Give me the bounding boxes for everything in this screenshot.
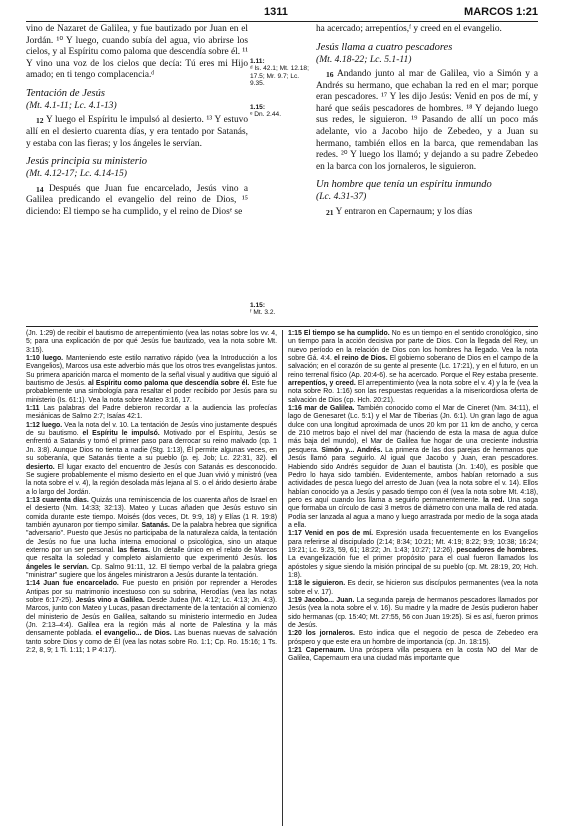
notes-rule — [26, 326, 538, 327]
note-ref: al Espíritu como paloma que descendía sobre él. — [88, 380, 250, 388]
header-rule — [26, 21, 538, 22]
note-ref: los ángeles le servían. — [26, 555, 278, 571]
verse-12-13 — [26, 115, 248, 150]
note-ref: 1:15 El tiempo se ha cumplido. — [288, 330, 390, 337]
cross-ref-text: ᶠ Mt. 3.2. — [250, 309, 276, 317]
note-1-10 — [26, 355, 277, 405]
cross-ref-1-15a — [250, 104, 314, 119]
note-1-19 — [288, 597, 538, 630]
note-ref: 1:19 Jacobo... Juan. — [288, 597, 355, 604]
cross-ref-label: 1.11: — [250, 58, 265, 65]
section-refs-espiritu: (Lc. 4.31-37) — [316, 191, 367, 203]
note-ref: pescadores de hombres. — [456, 546, 538, 554]
note-1-11 — [26, 405, 277, 422]
note-text: Un detalle único en el relato de Marcos que resalta la soledad y completo aislamiento que experimentó Jesús. — [26, 546, 278, 563]
verse-number: 12 — [36, 116, 44, 126]
verse-text: Y entraron en Capernaum; y los días — [335, 206, 473, 217]
note-text: No es un tiempo en el sentido cronológico, sino un tiempo para la acción decisiva por parte de Dios. Con la llegada del Rey, un nuevo período en la relación de Dios con los hombres ha llegado. Vea la nota sobre Gá. 4:4. — [288, 330, 538, 363]
study-notes-left-column — [26, 330, 277, 655]
note-1-21 — [288, 647, 538, 664]
note-text: Desde Judea (Mt. 4:12; Lc. 4:13; Jn. 4:3). Marcos, junto con Mateo y Lucas, pasan directamente de la tentación al comienzo del ministerio de Jesús en Galilea, saltando su ministerio intermedio en Judea (Jn. 2:13–4:4). Galilea era la región más al norte de Palestina y la más densamente poblada. — [26, 597, 278, 638]
note-ref: 1:12 luego. — [26, 421, 63, 429]
cross-ref-1-15b — [250, 302, 314, 317]
note-ref: el desierto. — [26, 455, 277, 471]
note-text: Cp. Salmo 91:11, 12. El tiempo verbal de la palabra griega "ministrar" sugiere que los ángeles ministraron a Jesús durante la tentación. — [26, 563, 277, 579]
note-ref: 1:14 Juan fue encarcelado. — [26, 580, 119, 588]
cross-ref-label: 1.15: — [250, 104, 266, 111]
note-text: La evangelización fue el primer propósito para el cual fueron llamados los apóstoles y sigue siendo la misión principal de su pueblo (cp. Mt. 28:19, 20; Hch. 1:8). — [288, 555, 538, 579]
note-ref: 1:13 cuarenta días. — [26, 496, 89, 504]
note-ref: Jesús vino a Galilea. — [75, 597, 145, 604]
note-continuation: (Jn. 1:29) de recibir el bautismo de arrepentimiento (vea las notas sobre los vv. 4, 5; para una explicación de por qué Jesús fue bautizado, vea la nota sobre Mt. 3:15). — [26, 330, 277, 354]
note-text: Esto indica que el negocio de pesca de Zebedeo era próspero y que este era un hombre de importancia (cp. Jn. 18:15). — [288, 630, 538, 646]
note-text: El gobierno soberano de Dios en el campo de la salvación; en el corazón de su gente al presente (Lc. 17:21), y en el futuro, en un reino terrenal físico (Ap. 20:4-6). se ha acercado. Porque el Rey estaba presente. — [288, 355, 539, 379]
section-heading-ministerio: Jesús principia su ministerio — [26, 156, 148, 168]
note-text: Motivado por el Espíritu, Jesús se enfrentó a Satanás y tomó el primer paso para derrocar su reino malvado (cp. 1 Jn. 3:8). Aunque Dios no tienta a nadie (Stg. 1:13), Él permite algunas veces, en su soberanía, que Satanás tiente a su pueblo (p. ej. Job; Lc. 22:31, 32). — [26, 430, 277, 463]
note-ref: el evangelio... de Dios. — [95, 630, 172, 638]
note-text: Una soga que formaba un círculo de casi 3 metros de diámetro con una malla de red atada. Podía ser lanzada al agua a mano y luego arrastrada por medio de la soga atada a ella. — [288, 496, 539, 529]
note-text: También conocido como el Mar de Cineret (Nm. 34:11), el lago de Genesaret (Lc. 5:1) y el Mar de Tiberias (Jn. 6:1). Un gran lago de agua dulce con una longitud aproximada de unos 20 km por 11 km de ancho, y cerca de 210 metros bajo el nivel del mar (haciendo de esta la masa de agua dulce más baja del mundo), el Mar de Galilea fue hogar de una creciente industria pesquera. — [288, 405, 539, 454]
note-ref: 1:18 le siguieron. — [288, 580, 346, 588]
page-header — [26, 6, 538, 22]
study-notes-right-column — [288, 330, 538, 664]
verse-9-11: vino de Nazaret de Galilea, y fue bautizado por Juan en el Jordán. ¹⁰ Y luego, cuando subía del agua, vio abrirse los cielos, y al Espíritu como paloma que descendía sobre él. ¹¹ Y vino una voz de los cielos que decía: Tú eres mi Hijo amado; en ti tengo complacencia.ᵈ — [26, 24, 249, 81]
verse-14-15 — [26, 184, 248, 219]
note-text: Una próspera villa pesquera en la costa NO del Mar de Galilea, Capernaum era una ciudad más importante que — [288, 647, 538, 663]
section-heading-espiritu: Un hombre que tenía un espíritu inmundo — [316, 179, 492, 191]
cross-ref-1-11 — [250, 58, 314, 88]
note-text: Fue puesto en prisión por reprender a Herodes Antipas por su matrimonio incestuoso con su sobrina, Herodías (vea las notas sobre 6:17-25). — [26, 580, 278, 604]
note-text: Es decir, se hicieron sus discípulos permanentes (vea la nota sobre el v. 17). — [288, 580, 538, 596]
verse-text: Y luego el Espíritu le impulsó al desierto. ¹³ Y estuvo allí en el desierto cuarenta días, y era tentado por Satanás, y estaba con las fieras; y los ángeles le servían. — [26, 115, 248, 149]
running-head: MARCOS 1:21 — [464, 6, 538, 18]
section-heading-pescadores: Jesús llama a cuatro pescadores — [316, 41, 453, 53]
note-1-18 — [288, 580, 538, 597]
note-ref: 1:16 mar de Galilea. — [288, 405, 355, 413]
note-text: La segunda pareja de hermanos pescadores llamados por Jesús (vea la nota sobre el v. 16). Su madre y la madre de Jesús pudieron haber sido hermanas (cp. 15:40; Mt. 27:55, 56 con Juan 19:25). Si es así, fueron primos de Jesús. — [288, 597, 539, 630]
note-ref: arrepentíos, y creed. — [288, 380, 356, 388]
note-text: Este fue probablemente una simbología para resaltar el poder recibido por Jesús para su ministerio (Is. 61:1). Vea la nota sobre Mateo 3:16, 17. — [26, 380, 277, 404]
note-1-16 — [288, 405, 538, 530]
note-ref: la red. — [483, 496, 505, 504]
verse-16-20 — [316, 69, 538, 173]
note-ref: el reino de Dios. — [334, 355, 388, 363]
section-refs-tentacion: (Mt. 4.1-11; Lc. 4.1-13) — [26, 99, 117, 111]
note-1-17 — [288, 530, 538, 580]
section-refs-ministerio: (Mt. 4.12-17; Lc. 4.14-15) — [26, 168, 127, 180]
verse-21 — [316, 207, 538, 219]
note-1-12 — [26, 422, 277, 497]
note-ref: Satanás. — [141, 521, 170, 529]
cross-ref-text: ᵉ Dn. 2.44. — [250, 111, 282, 119]
section-heading-tentacion: Tentación de Jesús — [26, 87, 105, 99]
note-text: Expresión usada frecuentemente en los Evangelios para referirse al discipulado (2:14; 8:34; 10:21; Mt. 4:19; 8:22; 9:9; 10:38; 16:24; 19:21; Lc. 9:23, 59, 61; 18:22; Jn. 1:43; 10:27; 12:26). — [288, 530, 538, 554]
note-text: De la palabra hebrea que significa "adversario". Puesto que Jesús no participaba de la naturaleza caída, la tentación de Jesús no fue una lucha interna emocional o psicológica, sino un ataque externo por un ser personal. — [26, 521, 277, 554]
note-ref: 1:17 Venid en pos de mí. — [288, 530, 374, 538]
note-ref: 1:11 — [26, 405, 40, 413]
note-text: La primera de las dos parejas de hermanos que Jesús llamó para seguirlo. Al igual que Jacobo y Juan, eran pescadores. Habiendo sido Andrés seguidor de Juan el bautista (Jn. 1:40), es posible que Pedro lo haya sido también. Evidentemente, ambos habían retornado a sus actividades de pesca luego del arresto de Juan (vea la nota sobre el v. 14). Ellos habían conocido ya a Jesús y pasado tiempo con él (vea la nota sobre Mt. 4:18), pero es aquí cuando los llama a seguirlo permanentemente. — [288, 446, 538, 504]
note-ref: el Espíritu le impulsó. — [82, 430, 160, 438]
page-number: 1311 — [264, 6, 288, 18]
note-text: Manteniendo este estilo narrativo rápido (vea la Introducción a los Evangelios), Marcos usa este adverbio más que los otros tres evangelistas juntos. Su primera aparición marca el momento de la señal visual y auditiva que siguió al bautismo de Jesús. — [26, 355, 278, 388]
bible-text-left-column — [26, 24, 248, 218]
note-1-20 — [288, 630, 538, 647]
note-ref: 1:10 luego. — [26, 355, 64, 363]
note-1-15 — [288, 330, 538, 405]
verse-number: 16 — [326, 70, 334, 79]
note-text: El arrepentimiento (vea la nota sobre el v. 4) y la fe (vea la nota sobre Ro. 1:16) son las respuestas requeridas a la misericordiosa oferta de salvación de Dios (cp. Hch. 20:21). — [288, 380, 539, 404]
note-ref: Simón y... Andrés. — [321, 446, 383, 454]
bible-text-right-column — [316, 24, 538, 218]
note-ref: 1:20 los jornaleros. — [288, 630, 355, 638]
cross-ref-label: 1.15: — [250, 302, 266, 309]
note-ref: 1:21 Capernaum. — [288, 647, 346, 655]
cross-ref-text: ᵈ Is. 42.1; Mt. 12.18; 17.5; Mr. 9.7; Lc. 9.35. — [250, 65, 309, 88]
note-text: El lugar exacto del encuentro de Jesús con Satanás es desconocido. Se sugiere probablemente el mismo desierto en el que Juan vivió y ministró (vea la nota sobre el v. 4), la región desolada más lejana al S. o el árido desierto árabe a lo largo del Jordán. — [26, 463, 277, 496]
verse-text: Andando junto al mar de Galilea, vio a Simón y a Andrés su hermano, que echaban la red en el mar; porque eran pescadores. ¹⁷ Y les dijo Jesús: Venid en pos de mí, y haré que seáis pescadores de hombres. ¹⁸ Y dejando luego sus redes, le siguieron. ¹⁹ Pasando de allí un poco más adelante, vio a Jacobo hijo de Zebedeo, y a Juan su hermano, también ellos en la barca, que remendaban las redes. ²⁰ Y luego los llamó; y dejando a su padre Zebedeo en la barca con los jornaleros, le siguieron. — [316, 69, 538, 172]
verse-text: Después que Juan fue encarcelado, Jesús vino a Galilea predicando el evangelio del reino de Dios, ¹⁵ diciendo: El tiempo se ha cumplido, y el reino de Diosᵉ se — [26, 183, 248, 217]
verse-15-cont: ha acercado; arrepentíos,ᶠ y creed en el evangelio. — [316, 24, 502, 34]
notes-column-divider — [282, 330, 283, 826]
note-text: Las palabras del Padre debieron recordar a la audiencia las profecías mesiánicas de Salmo 2:7; Isaías 42:1. — [26, 405, 277, 421]
note-text: Las buenas nuevas de salvación tanto sobre Dios y como de Él (vea las notas sobre Ro. 1:1; Cp. Ro. 15:16; 1 Ts. 2:2, 8, 9; 1 Ti. 1:11; 1 P 4:17). — [26, 630, 278, 655]
note-1-13 — [26, 497, 277, 580]
note-text: Quizás una reminiscencia de los cuarenta años de Israel en el desierto (Nm. 14:33; 32:13). Mateo y Lucas añaden que Jesús estuvo sin comida durante este tiempo. Moisés (dos veces, Dt. 9:9, 18) y Elías (1 R. 19:8) también ayunaron por tiempo similar. — [26, 496, 277, 529]
note-1-14 — [26, 580, 277, 655]
verse-number: 14 — [36, 184, 44, 194]
verse-number: 21 — [326, 207, 334, 217]
note-ref: las fieras. — [117, 546, 151, 554]
section-refs-pescadores: (Mt. 4.18-22; Lc. 5.1-11) — [316, 53, 412, 65]
note-text: Vea la nota del v. 10. La tentación de Jesús vino justamente después de su bautismo. — [26, 421, 277, 438]
